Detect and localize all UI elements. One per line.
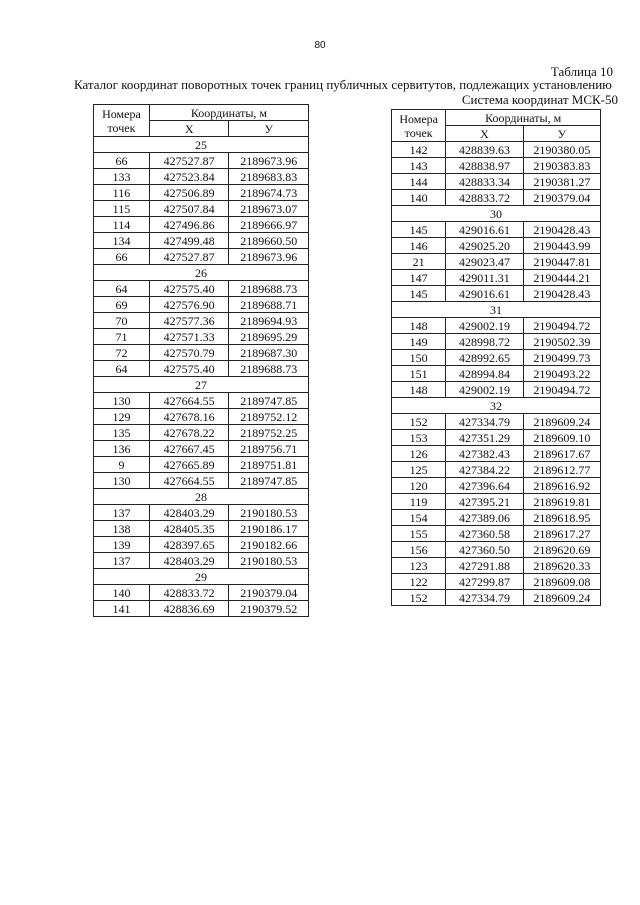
coordinate-x: 429002.19: [446, 382, 523, 398]
header-coordinates: Координаты, м: [149, 105, 308, 121]
coordinate-x: 427496.86: [149, 217, 229, 233]
coordinate-x: 427678.22: [149, 425, 229, 441]
table-row: [392, 254, 601, 270]
coordinate-x: 427571.33: [149, 329, 229, 345]
coordinate-y: 2190502.39: [523, 334, 600, 350]
coordinate-x: 427667.45: [149, 441, 229, 457]
coordinate-x: 428405.35: [149, 521, 229, 537]
coordinate-x: 428833.72: [149, 585, 229, 601]
table-row: [94, 185, 309, 201]
point-number: 155: [392, 526, 446, 542]
group-number: 26: [94, 265, 309, 281]
header-points: Номера точек: [94, 105, 150, 137]
coordinate-x: 429011.31: [446, 270, 523, 286]
header-y: У: [229, 121, 309, 137]
coordinate-y: 2189618.95: [523, 510, 600, 526]
table-row: [392, 526, 601, 542]
coordinate-y: 2189609.10: [523, 430, 600, 446]
coordinate-y: 2189616.92: [523, 478, 600, 494]
table-row: [392, 350, 601, 366]
coordinate-x: 427527.87: [149, 249, 229, 265]
coordinate-y: 2189688.73: [229, 361, 309, 377]
coordinate-x: 429025.20: [446, 238, 523, 254]
coordinate-x: 427678.16: [149, 409, 229, 425]
coordinate-y: 2189688.73: [229, 281, 309, 297]
table-row: [392, 286, 601, 302]
point-number: 147: [392, 270, 446, 286]
table-row: [392, 494, 601, 510]
table-row: [94, 345, 309, 361]
coordinate-y: 2189752.12: [229, 409, 309, 425]
table-label: Таблица 10: [550, 64, 613, 79]
header-coordinates: Координаты, м: [446, 110, 601, 126]
table-row: [94, 393, 309, 409]
coordinate-y: 2189751.81: [229, 457, 309, 473]
point-number: 156: [392, 542, 446, 558]
table-row: [392, 558, 601, 574]
point-number: 142: [392, 142, 446, 158]
point-number: 140: [94, 585, 150, 601]
coordinate-y: 2189683.83: [229, 169, 309, 185]
point-number: 115: [94, 201, 150, 217]
coordinate-y: 2190186.17: [229, 521, 309, 537]
table-row: [94, 201, 309, 217]
coordinate-x: 427299.87: [446, 574, 523, 590]
group-row: [392, 398, 601, 414]
coordinate-x: 427360.50: [446, 542, 523, 558]
table-row: [94, 297, 309, 313]
point-number: 153: [392, 430, 446, 446]
point-number: 148: [392, 382, 446, 398]
point-number: 122: [392, 574, 446, 590]
group-number: 31: [392, 302, 601, 318]
coordinate-y: 2189695.29: [229, 329, 309, 345]
coordinate-x: 428992.65: [446, 350, 523, 366]
coordinate-y: 2190428.43: [523, 222, 600, 238]
coordinate-x: 427396.64: [446, 478, 523, 494]
coordinate-y: 2189756.71: [229, 441, 309, 457]
coordinate-x: 427499.48: [149, 233, 229, 249]
table-row: [392, 238, 601, 254]
point-number: 141: [94, 601, 150, 617]
group-number: 29: [94, 569, 309, 585]
point-number: 66: [94, 249, 150, 265]
coordinate-x: 428994.84: [446, 366, 523, 382]
coordinate-y: 2189609.08: [523, 574, 600, 590]
point-number: 140: [392, 190, 446, 206]
coordinates-table-right: [391, 109, 601, 606]
coordinate-x: 427575.40: [149, 361, 229, 377]
coordinate-y: 2189688.71: [229, 297, 309, 313]
page-number: 80: [314, 40, 326, 51]
coordinate-x: 428403.29: [149, 553, 229, 569]
header-x: X: [149, 121, 229, 137]
point-number: 145: [392, 286, 446, 302]
coordinate-x: 429016.61: [446, 286, 523, 302]
coordinate-x: 429002.19: [446, 318, 523, 334]
group-number: 30: [392, 206, 601, 222]
table-row: [392, 318, 601, 334]
point-number: 134: [94, 233, 150, 249]
coordinate-x: 428833.34: [446, 174, 523, 190]
coordinate-y: 2189612.77: [523, 462, 600, 478]
coordinates-table-left: [93, 104, 309, 617]
header-points: Номера точек: [392, 110, 446, 142]
table-row: [94, 313, 309, 329]
coordinate-x: 427507.84: [149, 201, 229, 217]
coordinate-y: 2190180.53: [229, 505, 309, 521]
point-number: 126: [392, 446, 446, 462]
coordinate-system: Система координат МСК-50: [461, 92, 618, 107]
table-row: [94, 361, 309, 377]
coordinate-x: 427395.21: [446, 494, 523, 510]
table-row: [94, 409, 309, 425]
coordinate-x: 429023.47: [446, 254, 523, 270]
coordinate-y: 2189666.97: [229, 217, 309, 233]
table-row: [392, 222, 601, 238]
point-number: 125: [392, 462, 446, 478]
coordinate-x: 428397.65: [149, 537, 229, 553]
coordinate-y: 2189673.96: [229, 153, 309, 169]
coordinate-x: 427575.40: [149, 281, 229, 297]
coordinate-y: 2189694.93: [229, 313, 309, 329]
table-row: [94, 553, 309, 569]
coordinate-x: 428836.69: [149, 601, 229, 617]
point-number: 64: [94, 361, 150, 377]
coordinate-y: 2190379.52: [229, 601, 309, 617]
point-number: 150: [392, 350, 446, 366]
table-row: [392, 510, 601, 526]
table-row: [94, 281, 309, 297]
group-row: [392, 302, 601, 318]
coordinate-y: 2189752.25: [229, 425, 309, 441]
coordinate-y: 2190444.21: [523, 270, 600, 286]
coordinate-y: 2189687.30: [229, 345, 309, 361]
group-row: [94, 569, 309, 585]
coordinate-y: 2189617.67: [523, 446, 600, 462]
coordinate-y: 2189620.69: [523, 542, 600, 558]
point-number: 129: [94, 409, 150, 425]
table-row: [392, 462, 601, 478]
point-number: 69: [94, 297, 150, 313]
point-number: 146: [392, 238, 446, 254]
table-row: [392, 190, 601, 206]
coordinate-y: 2189673.07: [229, 201, 309, 217]
table-row: [392, 414, 601, 430]
coordinate-y: 2189620.33: [523, 558, 600, 574]
group-number: 28: [94, 489, 309, 505]
point-number: 152: [392, 590, 446, 606]
group-number: 27: [94, 377, 309, 393]
point-number: 130: [94, 473, 150, 489]
group-row: [94, 489, 309, 505]
coordinate-y: 2189609.24: [523, 414, 600, 430]
coordinate-x: 427360.58: [446, 526, 523, 542]
table-title: Каталог координат поворотных точек границ публичных сервитутов, подлежащих установлению: [74, 77, 612, 92]
coordinate-x: 427334.79: [446, 590, 523, 606]
point-number: 119: [392, 494, 446, 510]
table-row: [392, 174, 601, 190]
coordinate-x: 429016.61: [446, 222, 523, 238]
coordinate-y: 2190494.72: [523, 382, 600, 398]
coordinate-y: 2190182.66: [229, 537, 309, 553]
coordinate-x: 428833.72: [446, 190, 523, 206]
group-row: [392, 206, 601, 222]
table-row: [392, 334, 601, 350]
coordinate-x: 428839.63: [446, 142, 523, 158]
coordinate-y: 2189619.81: [523, 494, 600, 510]
coordinate-y: 2189747.85: [229, 473, 309, 489]
table-row: [392, 446, 601, 462]
coordinate-x: 427384.22: [446, 462, 523, 478]
point-number: 64: [94, 281, 150, 297]
table-row: [392, 542, 601, 558]
table-row: [94, 153, 309, 169]
coordinate-y: 2190180.53: [229, 553, 309, 569]
point-number: 137: [94, 505, 150, 521]
point-number: 116: [94, 185, 150, 201]
point-number: 149: [392, 334, 446, 350]
point-number: 145: [392, 222, 446, 238]
coordinate-y: 2189617.27: [523, 526, 600, 542]
point-number: 70: [94, 313, 150, 329]
coordinate-x: 427389.06: [446, 510, 523, 526]
coordinate-y: 2190428.43: [523, 286, 600, 302]
coordinate-y: 2189673.96: [229, 249, 309, 265]
coordinate-y: 2190381.27: [523, 174, 600, 190]
table-row: [392, 590, 601, 606]
table-row: [392, 270, 601, 286]
point-number: 144: [392, 174, 446, 190]
table-row: [94, 457, 309, 473]
coordinate-x: 428403.29: [149, 505, 229, 521]
point-number: 135: [94, 425, 150, 441]
point-number: 151: [392, 366, 446, 382]
table-row: [94, 473, 309, 489]
table-row: [392, 366, 601, 382]
coordinate-x: 427576.90: [149, 297, 229, 313]
point-number: 114: [94, 217, 150, 233]
point-number: 130: [94, 393, 150, 409]
table-row: [392, 574, 601, 590]
coordinate-y: 2190383.83: [523, 158, 600, 174]
point-number: 72: [94, 345, 150, 361]
coordinate-x: 427382.43: [446, 446, 523, 462]
coordinate-x: 427664.55: [149, 393, 229, 409]
point-number: 120: [392, 478, 446, 494]
table-row: [94, 537, 309, 553]
group-number: 25: [94, 137, 309, 153]
coordinate-x: 428838.97: [446, 158, 523, 174]
table-row: [94, 441, 309, 457]
coordinate-y: 2190447.81: [523, 254, 600, 270]
table-row: [94, 169, 309, 185]
group-row: [94, 137, 309, 153]
table-row: [94, 249, 309, 265]
table-row: [392, 430, 601, 446]
header-y: У: [523, 126, 600, 142]
table-row: [94, 425, 309, 441]
coordinate-x: 428998.72: [446, 334, 523, 350]
table-body: [94, 137, 309, 617]
point-number: 143: [392, 158, 446, 174]
point-number: 9: [94, 457, 150, 473]
coordinate-y: 2190380.05: [523, 142, 600, 158]
point-number: 71: [94, 329, 150, 345]
coordinate-x: 427506.89: [149, 185, 229, 201]
coordinate-x: 427570.79: [149, 345, 229, 361]
coordinate-x: 427665.89: [149, 457, 229, 473]
group-row: [94, 265, 309, 281]
table-row: [94, 233, 309, 249]
coordinate-y: 2190499.73: [523, 350, 600, 366]
coordinate-y: 2190494.72: [523, 318, 600, 334]
coordinate-x: 427523.84: [149, 169, 229, 185]
point-number: 133: [94, 169, 150, 185]
coordinate-x: 427334.79: [446, 414, 523, 430]
coordinate-y: 2189747.85: [229, 393, 309, 409]
point-number: 21: [392, 254, 446, 270]
coordinate-x: 427351.29: [446, 430, 523, 446]
table-row: [392, 158, 601, 174]
point-number: 148: [392, 318, 446, 334]
coordinate-y: 2189660.50: [229, 233, 309, 249]
coordinate-x: 427664.55: [149, 473, 229, 489]
table-row: [392, 142, 601, 158]
coordinate-x: 427577.36: [149, 313, 229, 329]
table-row: [94, 505, 309, 521]
coordinate-y: 2190379.04: [229, 585, 309, 601]
group-number: 32: [392, 398, 601, 414]
table-body: [392, 142, 601, 606]
table-row: [392, 478, 601, 494]
coordinate-y: 2190443.99: [523, 238, 600, 254]
coordinate-y: 2190493.22: [523, 366, 600, 382]
point-number: 154: [392, 510, 446, 526]
coordinate-y: 2190379.04: [523, 190, 600, 206]
coordinate-y: 2189609.24: [523, 590, 600, 606]
group-row: [94, 377, 309, 393]
header-x: X: [446, 126, 523, 142]
point-number: 139: [94, 537, 150, 553]
table-row: [94, 585, 309, 601]
point-number: 138: [94, 521, 150, 537]
coordinate-y: 2189674.73: [229, 185, 309, 201]
point-number: 66: [94, 153, 150, 169]
point-number: 152: [392, 414, 446, 430]
point-number: 123: [392, 558, 446, 574]
table-row: [392, 382, 601, 398]
table-row: [94, 521, 309, 537]
point-number: 137: [94, 553, 150, 569]
table-row: [94, 329, 309, 345]
point-number: 136: [94, 441, 150, 457]
coordinate-x: 427291.88: [446, 558, 523, 574]
table-row: [94, 601, 309, 617]
table-row: [94, 217, 309, 233]
coordinate-x: 427527.87: [149, 153, 229, 169]
